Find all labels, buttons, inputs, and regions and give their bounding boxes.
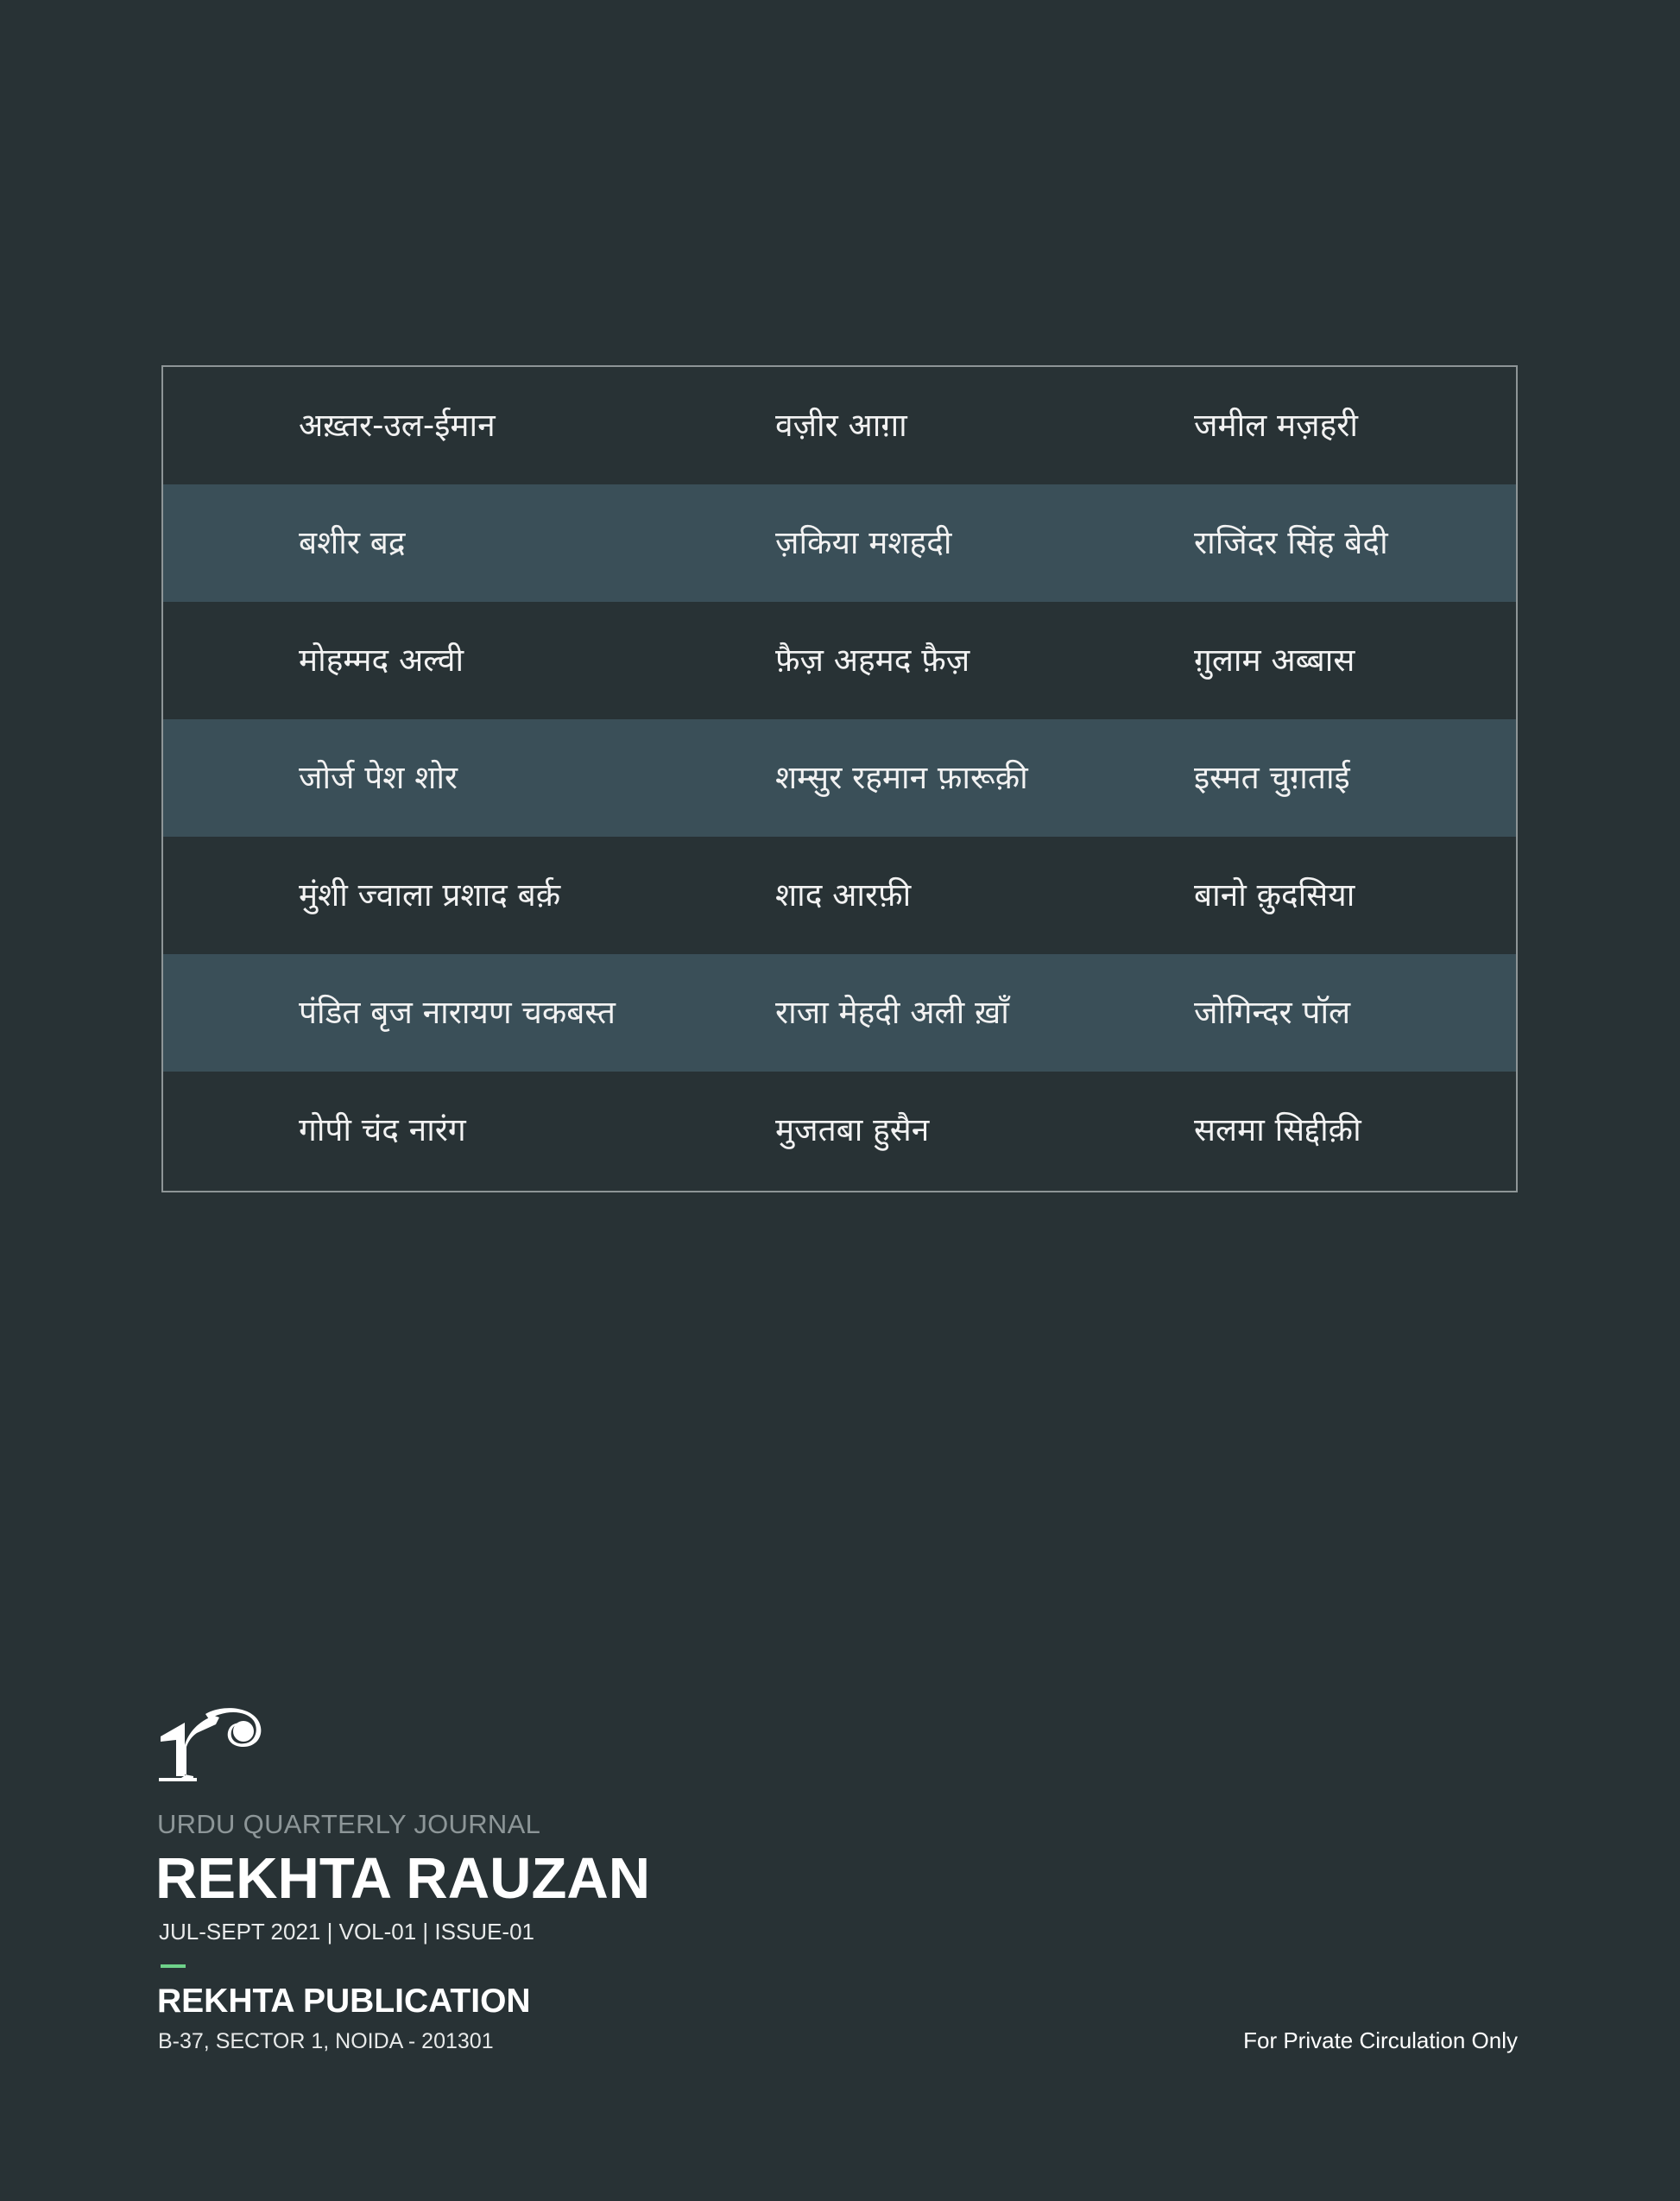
table-cell: अख़्तर-उल-ईमान [299, 407, 496, 444]
table-row [163, 484, 1516, 602]
table-row [163, 837, 1516, 954]
table-cell: राजा मेहदी अली ख़ाँ [775, 994, 1009, 1031]
table-cell: फ़ैज़ अहमद फ़ैज़ [775, 642, 970, 679]
table-cell: ज़किया मशहदी [775, 524, 952, 561]
table-cell: शाद आरफ़ी [775, 876, 912, 914]
table-cell: जोगिन्दर पॉल [1194, 994, 1351, 1031]
table-cell: जमील मज़हरी [1194, 407, 1358, 444]
contributors-table [161, 365, 1518, 1192]
table-cell: शम्सुर रहमान फ़ारूक़ी [775, 759, 1028, 796]
table-row [163, 954, 1516, 1072]
table-cell: सलमा सिद्दीक़ी [1194, 1111, 1361, 1148]
table-cell: मुंशी ज्वाला प्रशाद बर्क़ [299, 876, 561, 914]
table-cell: इस्मत चुग़ताई [1194, 759, 1350, 796]
circulation-note: For Private Circulation Only [1243, 2027, 1518, 2053]
table-cell: पंडित बृज नारायण चकबस्त [299, 994, 616, 1031]
publisher-address: B-37, SECTOR 1, NOIDA - 201301 [158, 2029, 494, 2053]
publisher-name: REKHTA PUBLICATION [157, 1983, 531, 2020]
table-cell: बानो क़ुदसिया [1194, 876, 1355, 914]
table-cell: वज़ीर आग़ा [775, 407, 907, 444]
table-cell: राजिंदर सिंह बेदी [1194, 524, 1388, 561]
table-cell: मोहम्मद अल्वी [299, 642, 464, 679]
table-row [163, 719, 1516, 837]
rekhta-logo-icon [157, 1707, 262, 1783]
table-cell: जोर्ज पेश शोर [299, 759, 458, 796]
journal-subtitle: URDU QUARTERLY JOURNAL [157, 1809, 541, 1839]
journal-title: REKHTA RAUZAN [155, 1846, 651, 1911]
table-cell: गोपी चंद नारंग [299, 1111, 466, 1148]
accent-divider [161, 1964, 186, 1968]
table-cell: बशीर बद्र [299, 524, 406, 561]
table-cell: मुजतबा हुसैन [775, 1111, 930, 1148]
issue-info: JUL-SEPT 2021 | VOL-01 | ISSUE-01 [159, 1919, 535, 1945]
table-row [163, 367, 1516, 484]
table-cell: ग़ुलाम अब्बास [1194, 642, 1355, 679]
table-row [163, 602, 1516, 719]
table-row [163, 1072, 1516, 1189]
